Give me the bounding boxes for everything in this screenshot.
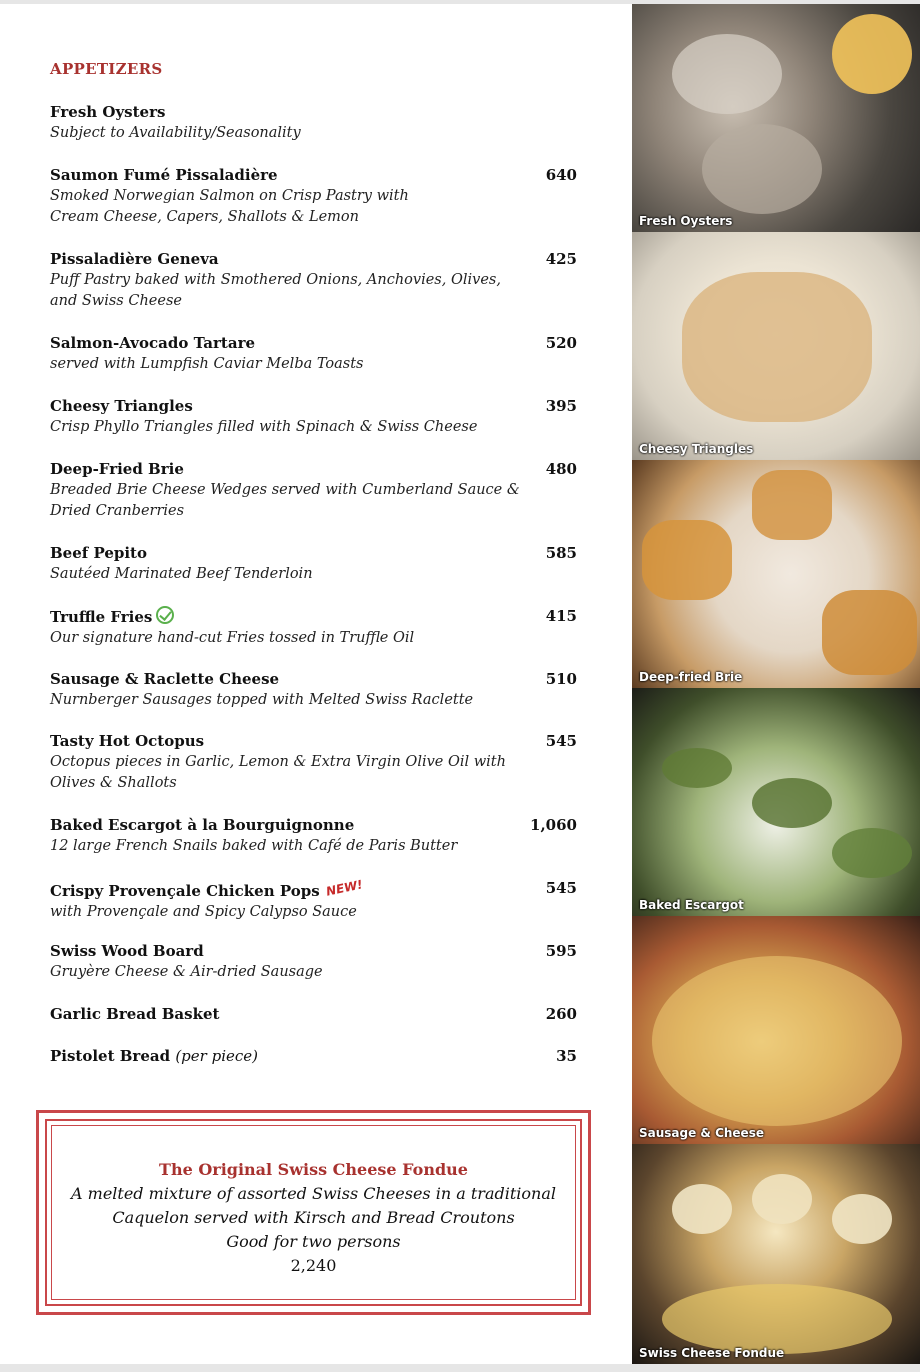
photo-fresh-oysters (632, 4, 920, 232)
photo-sausage-cheese (632, 916, 920, 1144)
item-desc: 12 large French Snails baked with Café de Paris Butter (50, 838, 458, 854)
menu-item-tasty-hot-octopus (50, 731, 577, 794)
item-desc: served with Lumpfish Caviar Melba Toasts (50, 356, 364, 372)
item-price: 395 (545, 397, 577, 415)
item-name: Baked Escargot à la Bourguignonne (50, 816, 355, 834)
photo-baked-escargot (632, 688, 920, 916)
item-name: Tasty Hot Octopus (50, 732, 205, 750)
fondue-serving: Good for two persons (226, 1232, 401, 1251)
item-name: Fresh Oysters (50, 103, 166, 121)
item-name-row (50, 878, 577, 902)
fondue-desc-line: A melted mixture of assorted Swiss Cheeses in a traditional (71, 1184, 556, 1203)
item-desc: Crisp Phyllo Triangles filled with Spinach & Swiss Cheese (50, 419, 478, 435)
item-name: Sausage & Raclette Cheese (50, 670, 280, 688)
photo-caption: Cheesy Triangles (639, 442, 754, 456)
item-name-row (50, 606, 577, 628)
section-title: APPETIZERS (50, 60, 163, 78)
item-price: 545 (545, 732, 577, 750)
menu-item-saumon-fume (50, 165, 577, 228)
item-desc: Gruyère Cheese & Air-dried Sausage (50, 964, 323, 980)
photo-caption: Baked Escargot (639, 898, 744, 912)
menu-item-swiss-wood-board (50, 941, 577, 983)
item-price: 595 (545, 942, 577, 960)
new-badge: NEW! (324, 877, 364, 899)
item-desc: Subject to Availability/Seasonality (50, 125, 301, 141)
menu-item-sausage-raclette (50, 669, 577, 711)
photo-caption: Fresh Oysters (639, 214, 733, 228)
item-price: 510 (545, 670, 577, 688)
item-name: Crispy Provençale Chicken Pops (50, 882, 320, 900)
item-price: 520 (545, 334, 577, 352)
item-price: 640 (545, 166, 577, 184)
item-name: Cheesy Triangles (50, 397, 193, 415)
menu-item-garlic-bread (50, 1004, 577, 1025)
item-price: 35 (556, 1047, 577, 1065)
photo-caption: Deep-fried Brie (639, 670, 743, 684)
menu-item-truffle-fries (50, 606, 577, 649)
bottom-edge (0, 1364, 920, 1372)
item-price: 260 (545, 1005, 577, 1023)
fondue-desc-line: Caquelon served with Kirsch and Bread Croutons (112, 1208, 515, 1227)
item-price: 545 (545, 879, 577, 897)
menu-item-baked-escargot (50, 815, 577, 857)
item-name: Pistolet Bread (50, 1047, 171, 1065)
fondue-feature-box (36, 1110, 591, 1315)
item-name-row (50, 1046, 577, 1067)
menu-item-pistolet-bread (50, 1046, 577, 1067)
item-name: Salmon-Avocado Tartare (50, 334, 256, 352)
item-price: 585 (545, 544, 577, 562)
item-name: Swiss Wood Board (50, 942, 204, 960)
item-desc: Our signature hand-cut Fries tossed in Truffle Oil (50, 630, 415, 646)
item-price: 1,060 (530, 816, 577, 834)
item-price: 415 (545, 607, 577, 625)
item-desc: Octopus pieces in Garlic, Lemon & Extra Virgin Olive Oil with Olives & Shallots (50, 754, 506, 791)
menu-item-chicken-pops (50, 878, 577, 923)
photo-cheesy-triangles (632, 232, 920, 460)
item-name: Deep-Fried Brie (50, 460, 184, 478)
photo-swiss-cheese-fondue (632, 1144, 920, 1364)
item-desc: Sautéed Marinated Beef Tenderloin (50, 566, 313, 582)
item-desc: with Provençale and Spicy Calypso Sauce (50, 904, 357, 920)
fondue-content (51, 1125, 576, 1300)
menu-item-cheesy-triangles (50, 396, 577, 438)
menu-item-fresh-oysters (50, 102, 577, 144)
item-name: Saumon Fumé Pissaladière (50, 166, 278, 184)
menu-item-salmon-avocado-tartare (50, 333, 577, 375)
item-price: 480 (545, 460, 577, 478)
photo-deep-fried-brie (632, 460, 920, 688)
menu-item-pissaladiere-geneva (50, 249, 577, 312)
menu-item-beef-pepito (50, 543, 577, 585)
fondue-price: 2,240 (290, 1256, 337, 1275)
photo-caption: Sausage & Cheese (639, 1126, 764, 1140)
item-name: Garlic Bread Basket (50, 1005, 220, 1023)
fondue-inner-border (45, 1119, 582, 1306)
item-name: Pissaladière Geneva (50, 250, 219, 268)
item-desc: Breaded Brie Cheese Wedges served with Cumberland Sauce & Dried Cranberries (50, 482, 520, 519)
menu-item-deep-fried-brie (50, 459, 577, 522)
item-name: Truffle Fries (50, 608, 153, 626)
fondue-title: The Original Swiss Cheese Fondue (159, 1160, 468, 1179)
vegetarian-check-icon (156, 606, 174, 624)
item-desc: Puff Pastry baked with Smothered Onions, Anchovies, Olives, and Swiss Cheese (50, 272, 501, 309)
photo-caption: Swiss Cheese Fondue (639, 1346, 785, 1360)
item-note: (per piece) (175, 1047, 259, 1065)
photo-column (632, 4, 920, 1364)
item-desc: Nurnberger Sausages topped with Melted Swiss Raclette (50, 692, 474, 708)
item-desc: Smoked Norwegian Salmon on Crisp Pastry with Cream Cheese, Capers, Shallots & Lemon (50, 188, 409, 225)
item-price: 425 (545, 250, 577, 268)
item-name: Beef Pepito (50, 544, 147, 562)
